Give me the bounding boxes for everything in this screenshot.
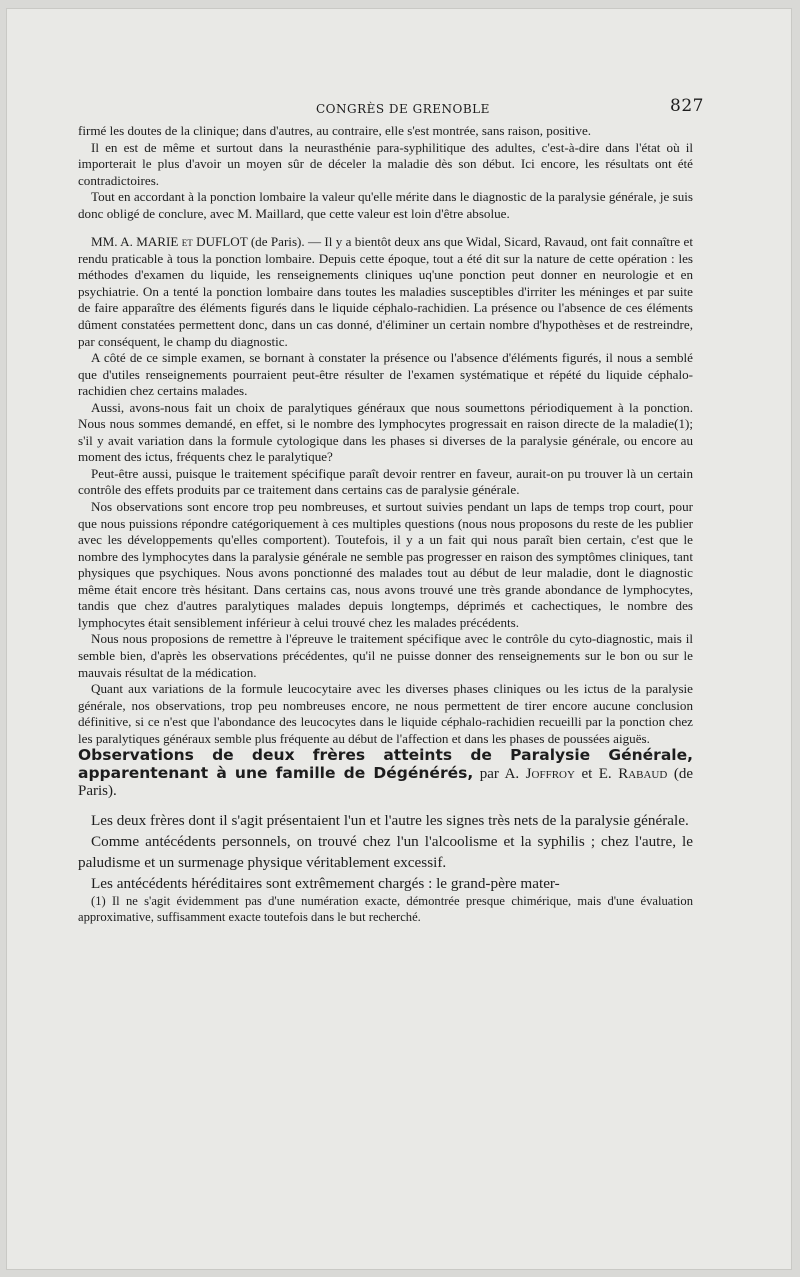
paragraph: Aussi, avons-nous fait un choix de paralytiques généraux que nous soumettons périodiquement à la ponction. Nous nous sommes demandé, en effet, si le nombre des lymphocytes progressait en raison directe de la maladie(1); s'il y avait variation dans la formule cytologique dans les phases si diverses de la paralysie générale, ou encore au moment des ictus, fréquents chez le paralytique? — [78, 399, 693, 465]
observation-text — [78, 810, 693, 894]
author-rabaud: Rabaud — [618, 766, 668, 783]
section-heading: Observations de deux frères atteints de Paralysie Générale, apparentenant à une famille de Dégénérés, par A. Joffroy et E. Rabaud (de Paris). — [78, 746, 693, 800]
paragraph: A côté de ce simple examen, se bornant à constater la présence ou l'absence d'éléments figurés, il nous a semblé que d'utiles renseignements pourraient peut-être résulter de l'examen systématique et répété du liquide céphalo-rachidien chez certains malades. — [78, 350, 693, 399]
paragraph: Les deux frères dont il s'agit présentaient l'un et l'autre les signes très nets de la paralysie générale. — [91, 812, 689, 830]
paragraph: firmé les doutes de la clinique; dans d'autres, au contraire, elle s'est montrée, sans raison, positive. — [78, 123, 592, 138]
paragraph: Comme antécédents personnels, on trouvé chez l'un l'alcoolisme et la syphilis ; chez l'autre, le paludisme et un surmenage physique véritablement excessif. — [78, 833, 693, 872]
paragraph-text: (de Paris). — Il y a bientôt deux ans que Widal, Sicard, Ravaud, ont fait connaître et rendu praticable à tous la ponction lombaire. Depuis cette époque, tout a été dit sur la nature de cette opération : les méthodes d'examen du liquide, les renseignements cliniques uq'une ponction peut donner en neurologie et en psychiatrie. On a tenté la ponction lombaire dans toutes les maladies susceptibles d'irriter les méninges et par suite de faire apparaître des éléments figurés dans le liquide céphalo-rachidien. La présence ou l'absence de ces éléments dûment constatées permettent donc, dans un cas donné, d'éliminer un certain nombre d'hypothèses et de restreindre, par conséquent, le champ du diagnostic. — [78, 234, 693, 349]
page-number: 827 — [670, 96, 704, 116]
running-header — [306, 96, 706, 120]
author-joffroy: Joffroy — [525, 766, 575, 783]
body-text — [78, 123, 693, 925]
paragraph: Peut-être aussi, puisque le traitement spécifique paraît devoir rentrer en faveur, aurait-on pu trouver là un certain contrôle des effets produits par ce traitement dans certains cas de paralysie générale. — [78, 465, 693, 498]
marie-duflot-paragraph — [78, 234, 693, 350]
paragraph: Nous nous proposions de remettre à l'épreuve le traitement spécifique avec le contrôle du cyto-diagnostic, mais il semble bien, d'après les observations précédentes, qu'il ne puisse donner des renseignements sur le bon ou sur le mauvais résultat de la médication. — [78, 631, 693, 680]
paragraph: Nos observations sont encore trop peu nombreuses, et surtout suivies pendant un laps de temps trop court, pour que nous puissions répondre catégoriquement à ces multiples questions (nous nous proposons du reste de les publier avec les développements qu'elles comportent). Toutefois, il y a un fait qui nous paraît bien certain, c'est que le nombre des lymphocytes dans la paralysie générale ne semble pas progresser en raison des symptômes cliniques, tant physiques que psychiques. Nous avons ponctionné des malades tout au début de leur maladie, dont le diagnostic même était encore très hésitant. Dans certains cas, nous avons trouvé une très grande abondance de lymphocytes, tandis que chez d'autres paralytiques malades depuis longtemps, déprimés et cachectiques, le nombre des lymphocytes était sensiblement inférieur à celui trouvé chez les malades précédents. — [78, 499, 693, 630]
paragraph: Quant aux variations de la formule leucocytaire avec les diverses phases cliniques ou les ictus de la paralysie générale, nos observations, trop peu nombreuses encore, ne nous permettent de tirer encore aucune conclusion définitive, si ce n'est que l'abondance des leucocytes dans le liquide céphalo-rachidien recueilli par la ponction chez les paralytiques généraux semble plus fréquente au début de l'affection et dans les phases de poussées aiguës. — [78, 681, 693, 746]
footnote: (1) Il ne s'agit évidemment pas d'une numération exacte, démontrée presque chimérique, mais d'une évaluation approximative, suffisamment exacte toutefois dans le but recherché. — [78, 894, 693, 924]
authors: MM. A. MARIE et DUFLOT — [91, 234, 248, 250]
paragraph: Tout en accordant à la ponction lombaire la valeur qu'elle mérite dans le diagnostic de la paralysie générale, je suis donc obligé de conclure, avec M. Maillard, que cette valeur est loin d'être absolue. — [78, 189, 693, 221]
section-title: Observations de deux frères atteints de Paralysie Générale, apparentenant à une famille de Dégénérés, — [78, 746, 693, 783]
paragraph: Les antécédents héréditaires sont extrêmement chargés : le grand-père mater- — [91, 875, 560, 893]
running-title: CONGRÈS DE GRENOBLE — [316, 102, 490, 116]
paragraph: Il en est de même et surtout dans la neurasthénie para-syphilitique des adultes, c'est-à-dire dans l'état où il importerait le plus d'avoir un moyen sûr de déceler la maladie dès son début. Ici encore, les résultats ont été contradictoires. — [78, 139, 693, 188]
